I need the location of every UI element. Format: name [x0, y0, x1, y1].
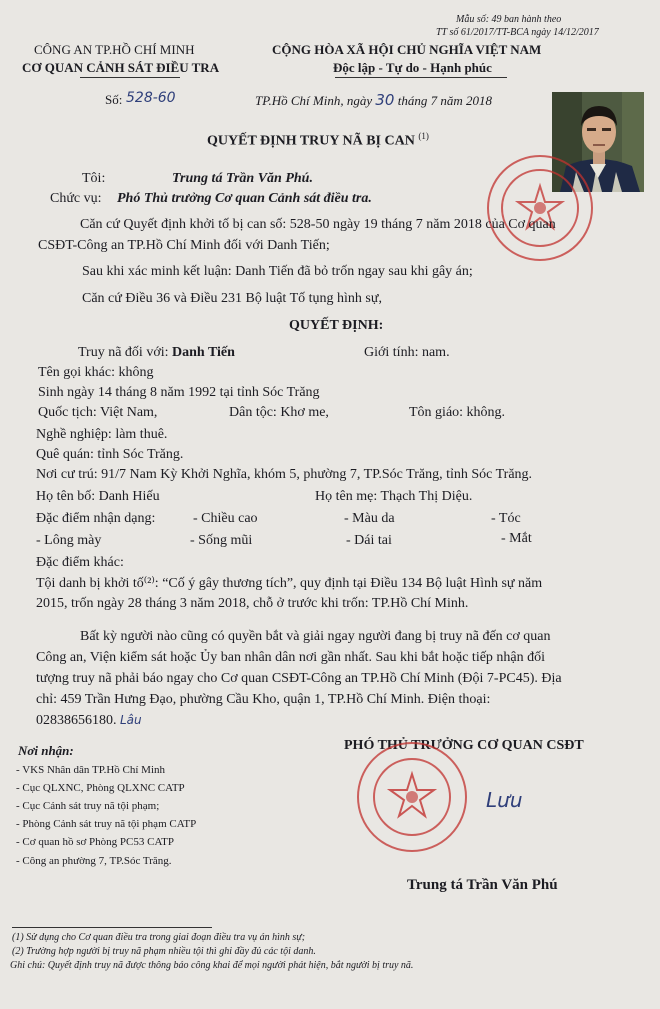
ground-3: Căn cứ Điều 36 và Điều 231 Bộ luật Tố tụng hình sự,: [82, 291, 382, 306]
agency-name: CÔNG AN TP.HỒ CHÍ MINH: [34, 42, 195, 57]
notice-line-4: chỉ: 459 Trần Hưng Đạo, phường Cầu Kho, quận 1, TP.Hồ Chí Minh. Điện thoại:: [36, 692, 491, 707]
birth: Sinh ngày 14 tháng 8 năm 1992 tại tỉnh Sóc Trăng: [38, 385, 320, 400]
notice-line-5: 02838656180. Lâu: [36, 713, 142, 728]
recipient-item: - Công an phường 7, TP.Sóc Trăng.: [16, 855, 172, 867]
footnote: Ghi chú: Quyết định truy nã được thông báo công khai để mọi người phát hiện, bắt người bị truy nã.: [10, 960, 414, 971]
feature-ears: - Dái tai: [346, 533, 392, 548]
feature-skin: - Màu da: [344, 511, 395, 526]
wanted-name: Danh Tiến: [172, 345, 235, 360]
date-place: TP.Hồ Chí Minh, ngày 30 tháng 7 năm 2018: [255, 91, 492, 109]
recipient-item: - Cục QLXNC, Phòng QLXNC CATP: [16, 782, 185, 794]
official-stamp-top: [482, 150, 598, 266]
recipient-item: - Phòng Cảnh sát truy nã tội phạm CATP: [16, 818, 197, 830]
feature-hair: - Tóc: [491, 511, 521, 526]
issuer-label: Tôi:: [82, 171, 106, 186]
signer-name: Trung tá Trần Văn Phú: [407, 877, 558, 893]
issuer-name: Trung tá Trần Văn Phú.: [172, 171, 313, 186]
footnote-divider: [12, 927, 212, 928]
decision-heading: QUYẾT ĐỊNH:: [289, 318, 384, 333]
charge-line-2: 2015, trốn ngày 28 tháng 3 năm 2018, chỗ ở trước khi trốn: TP.Hồ Chí Minh.: [36, 596, 469, 611]
handwritten-signature: Lưu: [486, 788, 523, 812]
position-value: Phó Thủ trưởng Cơ quan Cảnh sát điều tra.: [117, 191, 372, 206]
notice-line-1: Bất kỳ người nào cũng có quyền bắt và giải ngay người đang bị truy nã đến cơ quan: [80, 629, 551, 644]
notice-line-2: Công an, Viện kiểm sát hoặc Ủy ban nhân dân nơi gần nhất. Sau khi bắt hoặc tiếp nhận đối: [36, 650, 546, 665]
nation-motto: Độc lập - Tự do - Hạnh phúc: [333, 60, 492, 75]
ground-1-line-2: CSĐT-Công an TP.Hồ Chí Minh đối với Danh Tiến;: [38, 238, 330, 253]
father-name: Họ tên bố: Danh Hiếu: [36, 489, 160, 504]
residence: Nơi cư trú: 91/7 Nam Kỳ Khởi Nghĩa, khóm 5, phường 7, TP.Sóc Trăng, tỉnh Sóc Trăng.: [36, 467, 533, 482]
form-note-1: Mẫu số: 49 ban hành theo: [456, 14, 562, 25]
form-note-2: TT số 61/2017/TT-BCA ngày 14/12/2017: [436, 27, 599, 38]
feature-eyebrows: - Lông mày: [36, 533, 102, 548]
hometown: Quê quán: tỉnh Sóc Trăng.: [36, 447, 184, 462]
mother-name: Họ tên mẹ: Thạch Thị Diệu.: [315, 489, 473, 504]
document-title: QUYẾT ĐỊNH TRUY NÃ BỊ CAN $^{(1)}$: [207, 131, 429, 149]
decision-number: 528-60: [126, 90, 176, 106]
decision-number-label: Số:: [105, 92, 123, 107]
ground-2: Sau khi xác minh kết luận: Danh Tiến đã bỏ trốn ngay sau khi gây án;: [82, 264, 473, 279]
ethnicity: Dân tộc: Khơ me,: [229, 405, 329, 420]
recipients-label: Nơi nhận:: [18, 743, 74, 758]
occupation: Nghề nghiệp: làm thuê.: [36, 427, 168, 442]
agency-underline: [80, 77, 180, 78]
feature-height: - Chiều cao: [193, 511, 258, 526]
position-label: Chức vụ:: [50, 191, 102, 206]
date-day: 30: [375, 91, 395, 109]
recipient-item: - Cơ quan hồ sơ Phòng PC53 CATP: [16, 836, 175, 848]
religion: Tôn giáo: không.: [409, 405, 506, 420]
motto-underline: [335, 77, 507, 78]
nation-title: CỘNG HÒA XÃ HỘI CHỦ NGHĨA VIỆT NAM: [272, 42, 542, 57]
charge-line-1: Tội danh bị khởi tố⁽²⁾: “Cố ý gây thương tích”, quy định tại Điều 134 Bộ luật Hình sự năm: [36, 576, 543, 591]
wanted-line: Truy nã đối với: Danh Tiến: [78, 345, 235, 360]
feature-nose: - Sống mũi: [190, 533, 253, 548]
ground-1-line-1: Căn cứ Quyết định khởi tố bị can số: 528-50 ngày 19 tháng 7 năm 2018 của Cơ quan: [80, 217, 556, 232]
gender: Giới tính: nam.: [364, 345, 450, 360]
recipient-item: - Cục Cảnh sát truy nã tội phạm;: [16, 800, 160, 812]
nationality: Quốc tịch: Việt Nam,: [38, 405, 158, 420]
alias: Tên gọi khác: không: [38, 365, 154, 380]
signature-title: PHÓ THỦ TRƯỞNG CƠ QUAN CSĐT: [344, 738, 584, 753]
agency-department: CƠ QUAN CẢNH SÁT ĐIỀU TRA: [22, 60, 220, 75]
official-stamp-signature: [352, 738, 472, 856]
recipient-item: - VKS Nhân dân TP.Hồ Chí Minh: [16, 764, 166, 776]
footnote: (1) Sử dụng cho Cơ quan điều tra trong giai đoạn điều tra vụ án hình sự;: [12, 932, 306, 943]
feature-eyes: - Mắt: [501, 531, 532, 546]
handwritten-mark: Lâu: [120, 713, 142, 727]
other-features: Đặc điểm khác:: [36, 555, 124, 570]
footnote: (2) Trường hợp người bị truy nã phạm nhiều tội thì ghi đầy đủ các tội danh.: [12, 946, 316, 957]
notice-line-3: tượng truy nã phải báo ngay cho Cơ quan CSĐT-Công an TP.Hồ Chí Minh (Đội 7-PC45). Địa: [36, 671, 562, 686]
features-label: Đặc điểm nhận dạng:: [36, 511, 156, 526]
